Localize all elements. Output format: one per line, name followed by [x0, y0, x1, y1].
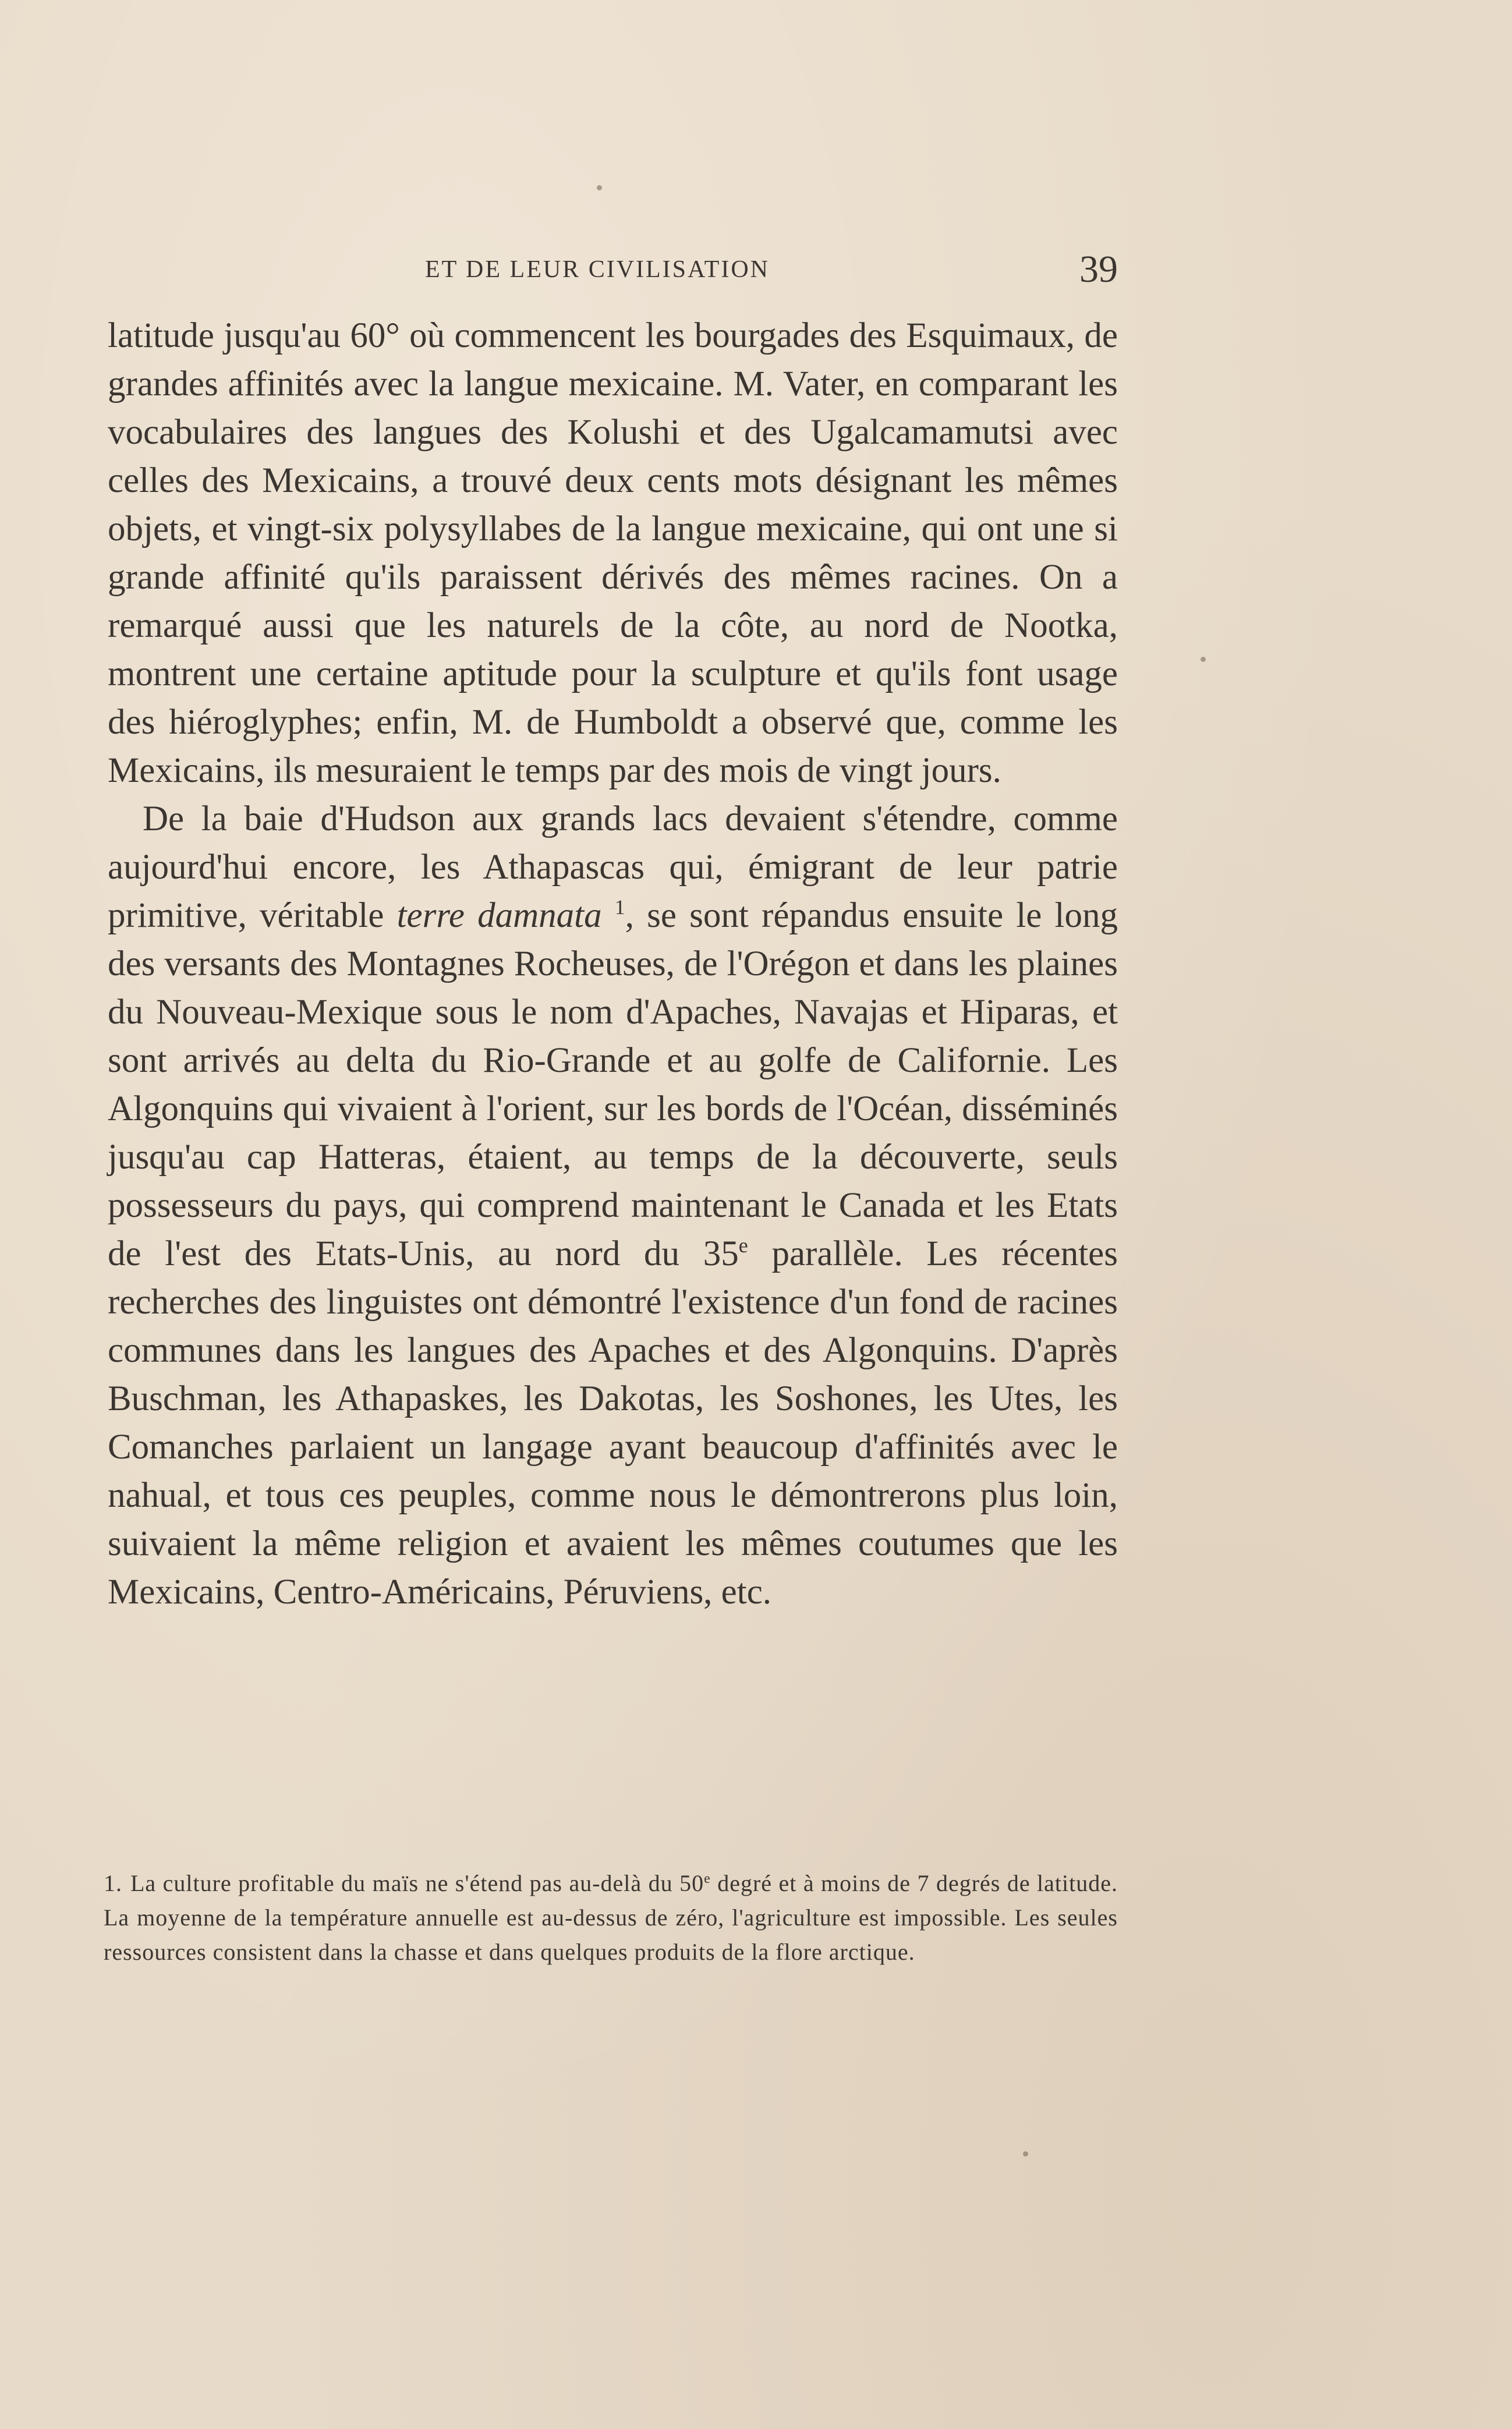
paragraph-2-text-c: parallèle. Les récentes recherches des linguistes ont démontré l'existence d'un fond de racines communes dans les langues des Apaches et des Algonquins. D'après Buschman, les Athapaskes, les Dakotas, les Soshones, les Utes, les Comanches parlaient un langage ayant beaucoup d'affinités avec le nahual, et tous ces peuples, comme nous le démontrerons plus loin, suivaient la même religion et avaient les mêmes coutumes que les Mexicains, Centro-Américains, Péruviens, etc.	[108, 1234, 1118, 1612]
paper-speck	[1023, 2151, 1028, 2157]
footnote-1	[104, 1866, 1118, 1969]
italic-phrase: terre damnata	[396, 896, 602, 935]
footnote-reference[interactable]: 1	[614, 895, 625, 919]
footnote-number: 1.	[104, 1870, 122, 1896]
paper-speck	[1201, 657, 1206, 662]
paper-speck	[597, 185, 602, 190]
paragraph-2-text-b: , se sont répandus ensuite le long des versants des Montagnes Rocheuses, de l'Orégon et dans les plaines du Nouveau-Mexique sous le nom d'Apaches, Navajas et Hiparas, et sont arrivés au delta du Rio-Grande et au golfe de Californie. Les Algonquins qui vivaient à l'orient, sur les bords de l'Océan, disséminés jusqu'au cap Hatteras, étaient, au temps de la découverte, seuls possesseurs du pays, qui comprend maintenant le Canada et les Etats de l'est des Etats-Unis, au nord du 35	[108, 896, 1118, 1273]
footnote-text-b: degré et à moins de 7 degrés de latitude. La moyenne de la température annuelle est au-dessus de zéro, l'agriculture est impossible. Les seules ressources consistent dans la chasse et dans quelques produits de la flore arctique.	[104, 1870, 1118, 1965]
ordinal-superscript: e	[738, 1234, 748, 1257]
footnote-text-a: La culture profitable du maïs ne s'étend pas au-delà du 50	[130, 1870, 704, 1896]
footnotes	[104, 1866, 1118, 1969]
running-title: ET DE LEUR CIVILISATION	[425, 256, 770, 283]
running-head	[108, 247, 1118, 294]
paragraph-1: latitude jusqu'au 60° où commencent les bourgades des Esquimaux, de grandes affinités avec la langue mexicaine. M. Vater, en comparant les vocabulaires des langues des Kolushi et des Ugalcamamutsi avec celles des Mexicains, a trouvé deux cents mots désignant les mêmes objets, et vingt-six polysyllabes de la langue mexicaine, qui ont une si grande affinité qu'ils paraissent dérivés des mêmes racines. On a remarqué aussi que les naturels de la côte, au nord de Nootka, montrent une certaine aptitude pour la sculpture et qu'ils font usage des hiéroglyphes; enfin, M. de Humboldt a observé que, comme les Mexicains, ils mesuraient le temps par des mois de vingt jours.	[108, 316, 1118, 790]
main-text	[108, 311, 1118, 1616]
page-number: 39	[1079, 248, 1118, 291]
paragraph-2	[108, 795, 1118, 1616]
paragraph-2-text-a: De la baie d'Hudson aux grands lacs devaient s'étendre, comme aujourd'hui encore, les Athapascas qui, émigrant de leur patrie primitive, véritable	[108, 799, 1118, 935]
footnote-ordinal-superscript: e	[704, 1871, 711, 1886]
